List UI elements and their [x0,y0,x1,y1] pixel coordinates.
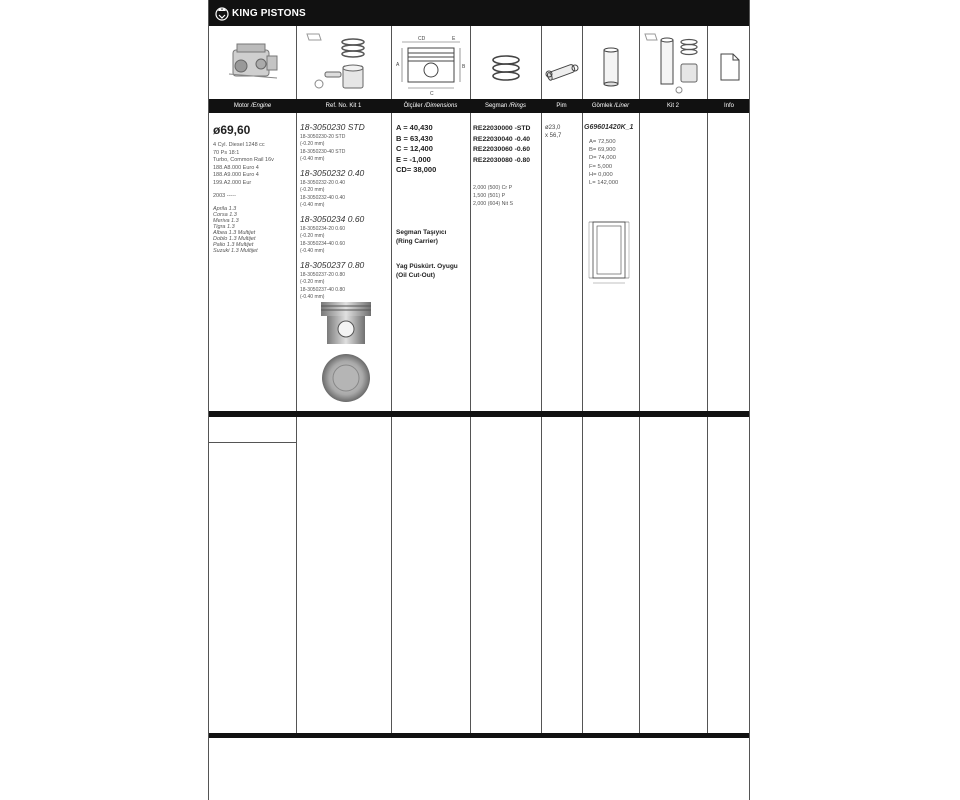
liner-code: G69601420K_1 [584,124,634,131]
col-divider [470,26,471,734]
ref-group: 18-3050232 0.40 18-3050232-20 0.40 (-0.20 mm) 18-3050232-40 0.40 (-0.40 mm) [300,168,365,208]
col-divider [707,26,708,734]
svg-text:A: A [396,62,400,68]
header-liner: Gömlek /Liner [591,103,630,109]
dimensions-image [394,28,468,98]
row-divider [209,442,296,443]
engine-year: 2003 ----- [213,193,236,199]
header-motor: Motor /Engine [233,103,272,109]
ref-group: 18-3050234 0.60 18-3050234-20 0.60 (-0.20 mm) 18-3050234-40 0.60 (-0.40 mm) [300,214,365,254]
ref-group: 18-3050237 0.80 18-3050237-20 0.80 (-0.20 mm) 18-3050237-40 0.80 (-0.40 mm) [300,260,365,300]
ref-code: 18-3050232 0.40 [300,168,365,178]
brand-name: KING PISTONS [232,7,306,19]
ring-specs: 2,000 (500) Cr P 1,500 (501) P 2,000 (604) Nit S [473,185,514,207]
ref-code: 18-3050234 0.60 [300,214,365,224]
col-divider [639,26,640,734]
svg-text:C: C [430,91,434,97]
vehicle-models: Aprila 1.3 Corsa 1.3 Meriva 1.3 Tigra 1.3 Albea 1.3 Multijet Doblo 1.3 Multijet Palio 1.3 Multijet Suzuki 1.3 Multijet [213,206,258,254]
piston-kit-icon [299,28,387,98]
kit2-image [641,28,705,98]
svg-text:E: E [452,36,456,42]
piston-photo [317,298,375,410]
liner-dims: A= 72,500 B= 69,900 D= 74,000 F= 5,000 H= 0,000 L= 142,000 [589,139,619,187]
kit1-image [299,28,387,98]
engine-image [219,28,289,98]
header-info: Info [723,103,734,109]
header-pin: Pim [556,103,567,109]
engine-specs: 4 Cyl. Diesel 1248 cc 70 Ps 18:1 Turbo, Common Rail 16v 188.A8.000 Euro 4 188.A9.000 Euro 4 199.A2.000 Eur [213,142,274,186]
ring-codes: RE22030000 -STD RE22030040 -0.40 RE22030060 -0.60 RE22030080 -0.80 [473,125,531,164]
document-icon [709,28,749,98]
liner-drawing [587,218,633,286]
pin-image [543,28,581,98]
brand-bar [209,0,749,26]
header-kit2: Kit 2 [666,103,679,109]
ref-code: 18-3050237 0.80 [300,260,365,270]
info-image [709,28,749,98]
col-divider [391,26,392,734]
rings-icon [473,28,539,98]
col-divider [296,26,297,734]
header-ref: Ref. No. Kit 1 [325,103,362,109]
section-divider [209,733,749,738]
liner-image [585,28,637,98]
header-rings: Segman /Rings [484,103,527,109]
ref-group: 18-3050230 STD 18-3050230-20 STD (-0.20 mm) 18-3050230-40 STD (-0.40 mm) [300,122,365,162]
svg-text:CD: CD [418,36,426,42]
crown-icon [215,5,229,21]
oil-cut-note: Yag Püskürt. Oyugu (Oil Cut-Out) [396,263,458,279]
dimensions-list: A = 40,430 B = 63,430 C = 12,400 E = -1,000 CD= 38,000 [396,123,437,174]
pin-size: ø23,0 x 56,7 [545,125,562,139]
svg-text:B: B [462,64,466,70]
col-divider [541,26,542,734]
brand-logo [215,4,306,22]
catalog-sheet [208,0,750,800]
liner-icon [585,28,637,98]
section-divider [209,411,749,417]
pin-icon [543,28,581,98]
ref-code: 18-3050230 STD [300,122,365,132]
rings-image [473,28,539,98]
ring-carrier-note: Segman Taşıyıcı (Ring Carrier) [396,229,447,245]
engine-icon [219,28,289,98]
col-divider [582,26,583,734]
kit2-icon [641,28,705,98]
piston-drawing-icon [394,28,468,98]
bore-size: ø69,60 [213,123,251,137]
header-dimensions: Ölçüler /Dimensions [403,103,458,109]
